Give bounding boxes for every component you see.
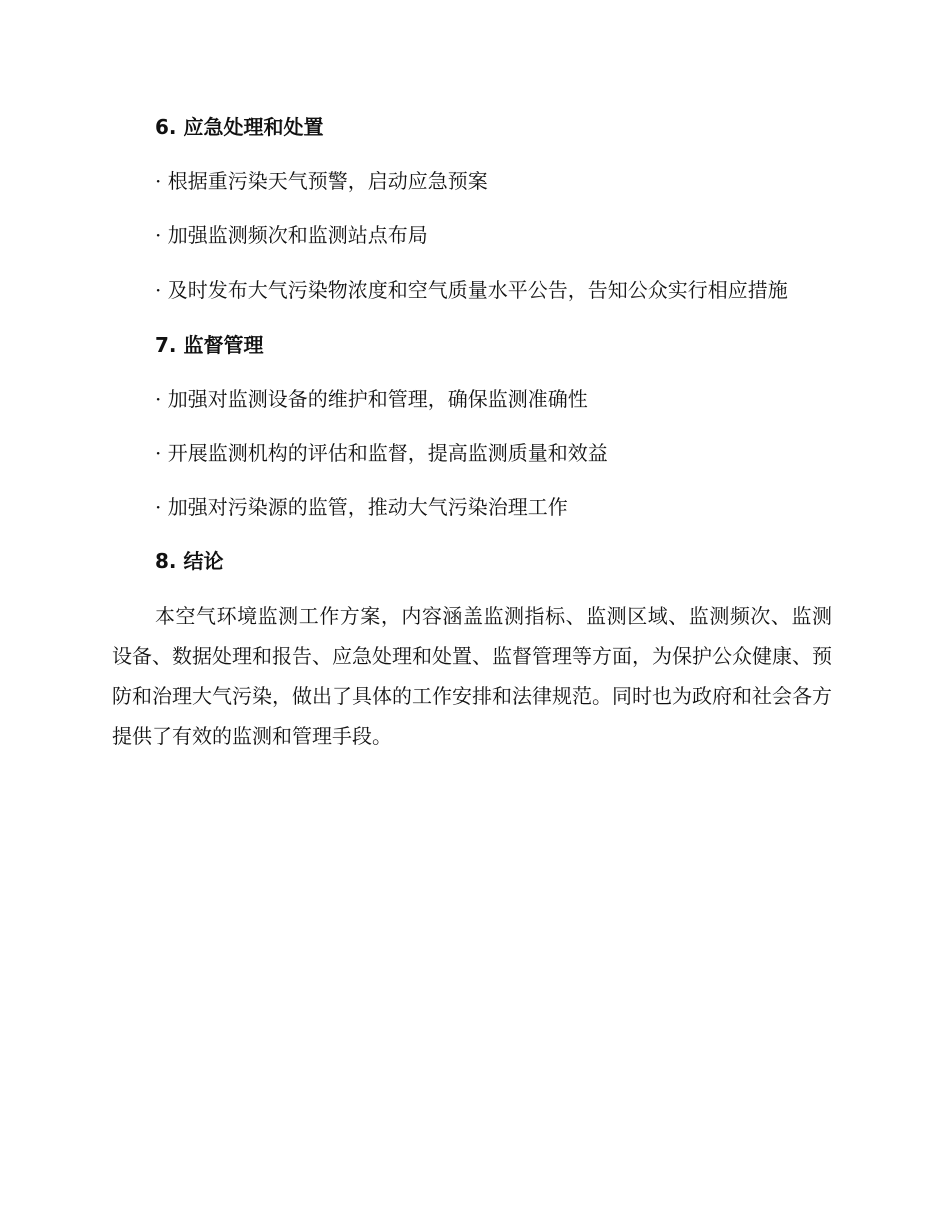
- section-heading-emergency: 6. 应急处理和处置: [155, 115, 324, 139]
- section-heading-conclusion: 8. 结论: [155, 549, 224, 573]
- list-item: · 及时发布大气污染物浓度和空气质量水平公告，告知公众实行相应措施: [155, 278, 788, 302]
- document-content: [112, 108, 832, 756]
- conclusion-paragraph: 本空气环境监测工作方案，内容涵盖监测指标、监测区域、监测频次、监测设备、数据处理和报告、应急处理和处置、监督管理等方面，为保护公众健康、预防和治理大气污染，做出了具体的工作安排和法律规范。同时也为政府和社会各方提供了有效的监测和管理手段。: [112, 604, 832, 748]
- list-item: · 开展监测机构的评估和监督，提高监测质量和效益: [155, 441, 608, 465]
- list-item: · 加强对污染源的监管，推动大气污染治理工作: [155, 495, 568, 519]
- list-item: · 根据重污染天气预警，启动应急预案: [155, 169, 488, 193]
- list-item: · 加强监测频次和监测站点布局: [155, 223, 428, 247]
- section-heading-supervision: 7. 监督管理: [155, 333, 264, 357]
- list-item: · 加强对监测设备的维护和管理，确保监测准确性: [155, 387, 588, 411]
